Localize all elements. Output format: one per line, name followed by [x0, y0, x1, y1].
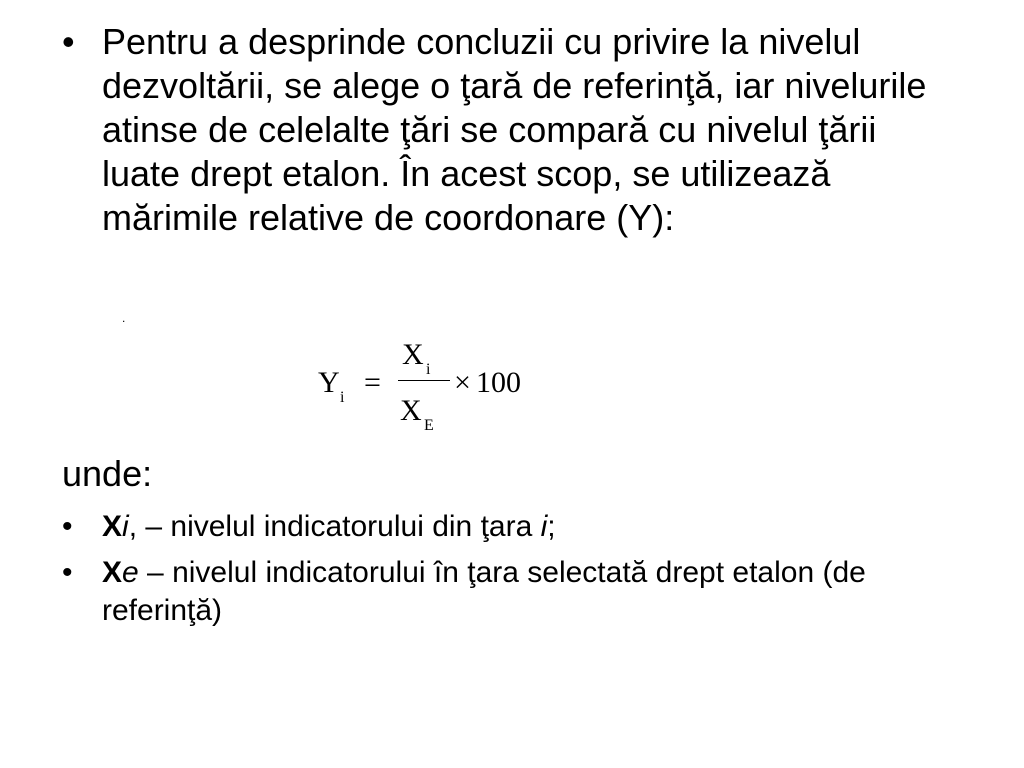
bullet-marker: • — [62, 510, 73, 543]
definition-text: nivelul indicatorului în ţara selectată drept etalon (de referinţă) — [102, 556, 866, 627]
main-bullet-point — [62, 20, 962, 240]
coordination-formula — [318, 338, 558, 438]
formula-times: × — [454, 366, 471, 399]
definition-item — [62, 554, 962, 630]
formula-lhs-subscript: i — [340, 389, 345, 406]
formula-equals: = — [364, 366, 381, 399]
definition-symbol: X — [102, 556, 123, 589]
unde-label: unde: — [62, 453, 153, 494]
definition-subscript: i — [122, 510, 129, 543]
formula-numerator-subscript: i — [426, 361, 431, 378]
stray-mark: . — [122, 311, 126, 325]
definition-separator: , – — [128, 510, 163, 543]
definition-item — [62, 508, 962, 546]
formula-numerator: X — [402, 338, 424, 371]
definition-separator: – — [138, 556, 164, 589]
bullet-marker: • — [62, 556, 73, 589]
fraction-bar — [398, 380, 450, 381]
formula-denominator: X — [400, 394, 422, 427]
definition-subscript: e — [122, 556, 139, 589]
definition-list — [62, 508, 962, 638]
definition-symbol: X — [102, 510, 123, 543]
main-bullet-text: Pentru a desprinde concluzii cu privire la nivelul dezvoltării, se alege o ţară de referinţă, iar nivelurile atinse de celelalte ţări se compară cu nivelul ţării luate drept etalon. În acest scop, se utilizează mărimile relative de coordonare (Y): — [102, 21, 927, 238]
definition-variable: i — [540, 510, 548, 543]
definition-text: nivelul indicatorului din ţara — [162, 510, 541, 543]
formula-lhs: Y — [318, 366, 340, 399]
formula-constant: 100 — [476, 366, 521, 399]
definition-end: ; — [547, 510, 556, 543]
bullet-marker: • — [62, 21, 75, 62]
formula-denominator-subscript: E — [424, 417, 434, 434]
